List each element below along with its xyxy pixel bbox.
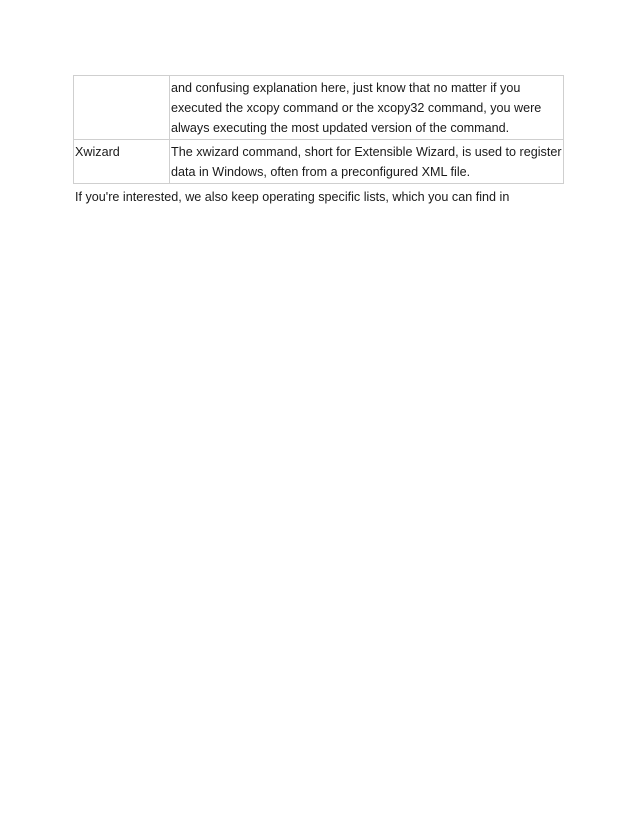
command-table <box>73 75 564 184</box>
command-name-cell <box>74 76 170 140</box>
command-description-cell <box>170 76 564 140</box>
description-line: always executing the most updated version of the command. <box>171 121 510 135</box>
description-line: The xwizard command, short for Extensible Wizard, is used to register <box>171 145 562 159</box>
table-row <box>74 140 564 184</box>
table-row <box>74 76 564 140</box>
description-line: data in Windows, often from a preconfigured XML file. <box>171 165 471 179</box>
description-line: and confusing explanation here, just know that no matter if you <box>171 81 521 95</box>
command-name-cell: Xwizard <box>74 140 170 184</box>
command-description-cell <box>170 140 564 184</box>
description-line: executed the xcopy command or the xcopy32 command, you were <box>171 101 542 115</box>
body-paragraph: If you're interested, we also keep operating specific lists, which you can find in <box>75 190 510 204</box>
